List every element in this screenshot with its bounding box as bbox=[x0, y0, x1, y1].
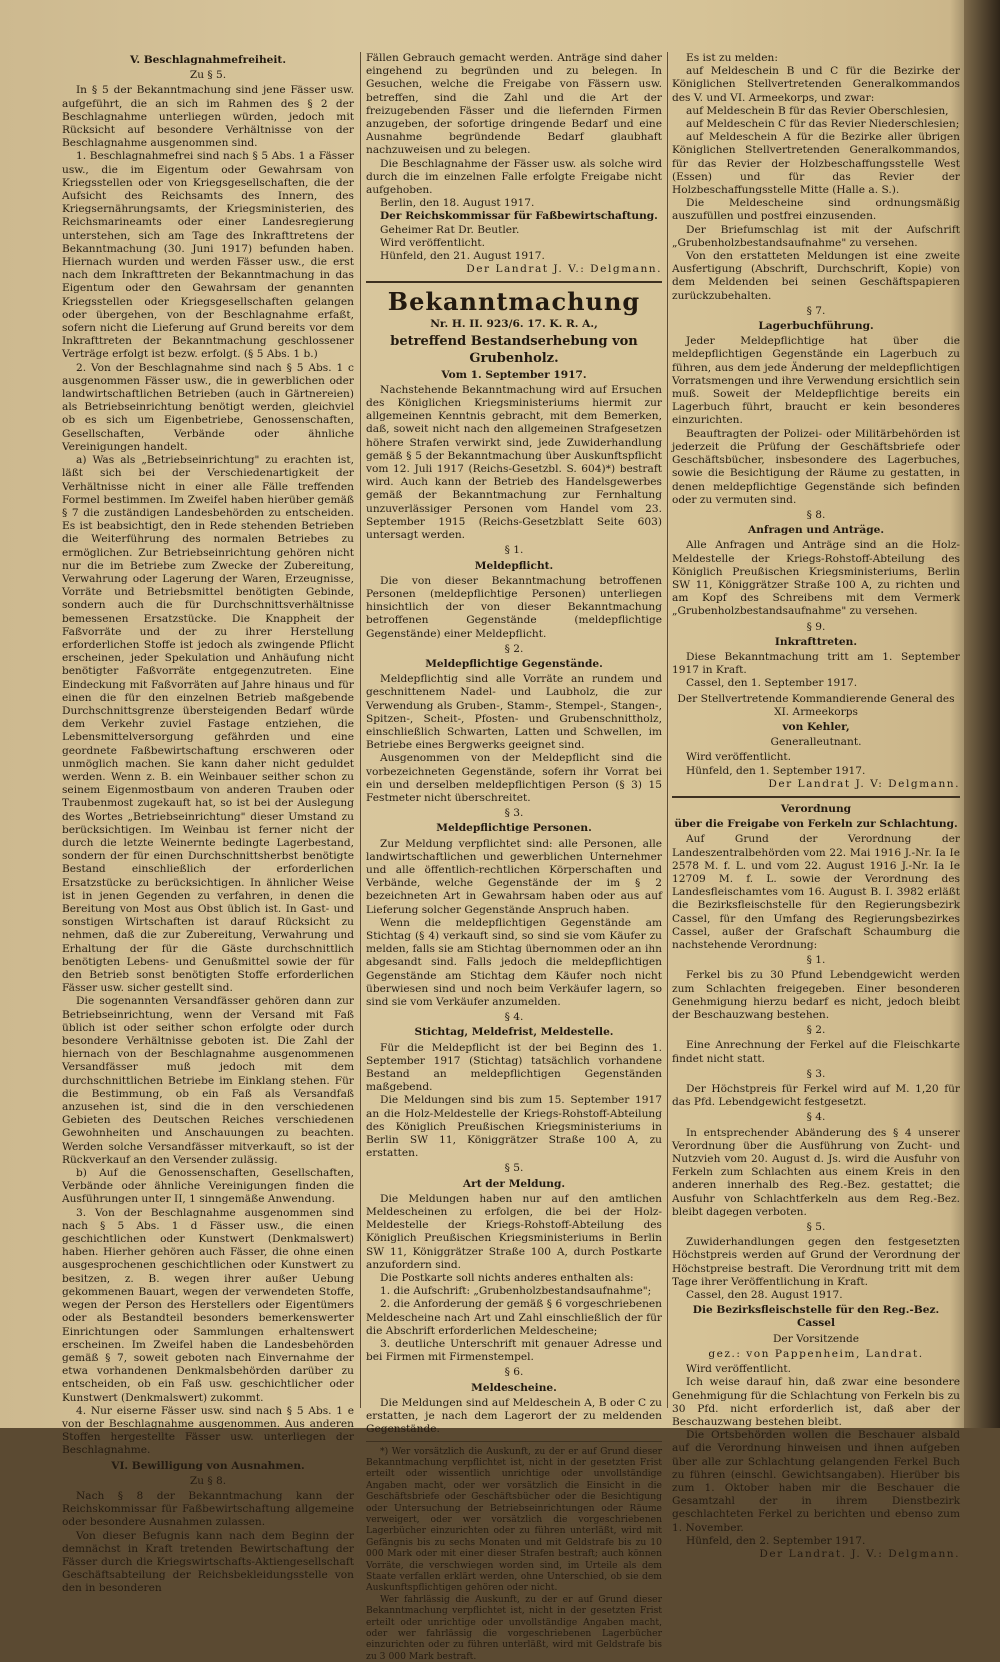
paragraph-ref: § 5. bbox=[504, 1162, 524, 1175]
date-line: Cassel, den 28. August 1917. bbox=[686, 1289, 843, 1302]
body-text: Es ist zu melden: bbox=[686, 52, 778, 64]
section-heading: Meldepflicht. bbox=[474, 559, 554, 572]
body-text: 2. Von der Beschlagnahme sind nach § 5 Abs. 1 c ausgenommen Fässer usw., die in gewerblichen oder landwirtschaftlichen Betrieben (auch in Gärtnereien) als Betriebseinrichtung benötigt werden, gleichviel ob es sich um Eigenbetriebe, Genossenschaften, Gesellschaften, Verbände oder ähnliche Vereinigungen handelt. bbox=[62, 361, 354, 453]
paragraph-ref: § 7. bbox=[806, 304, 826, 317]
body-text: Nach § 8 der Bekanntmachung kann der Reichskommissar für Faßbewirtschaftung allgemeine oder besondere Ausnahmen zulassen. bbox=[62, 1489, 354, 1529]
body-text: Die Meldungen haben nur auf den amtlichen Meldescheinen zu erfolgen, die bei der Holz-Meldestelle der Kriegs-Rohstoff-Abteilung des Königlich Preußischen Kriegsministeriums in Berlin SW 11, Königgrätzer Straße 100 A, durch Postkarte anzufordern sind. bbox=[366, 1192, 662, 1271]
body-text: Ich weise darauf hin, daß zwar eine besondere Genehmigung für die Schlachtung von Ferkeln bis zu 30 Pfd. nicht erforderlich ist, daß aber der Beschauzwang bestehen bleibt. bbox=[672, 1376, 960, 1428]
body-text: Beauftragten der Polizei- oder Militärbehörden ist jederzeit die Prüfung der Geschäftsbriefe oder Geschäftsbücher, insbesondere des Lagerbuches, sowie die Besichtigung der Räume zu gestatten, in denen meldepflichtige Gegenstände sich befinden oder zu vermuten sind. bbox=[672, 427, 960, 506]
paragraph-ref: § 3. bbox=[806, 1067, 826, 1080]
publication-note: Wird veröffentlicht. bbox=[686, 751, 792, 764]
paragraph-ref: § 2. bbox=[504, 642, 524, 655]
body-text: Der Höchstpreis für Ferkel wird auf M. 1,20 für das Pfd. Lebendgewicht festgesetzt. bbox=[672, 1083, 960, 1109]
body-text: Nachstehende Bekanntmachung wird auf Ersuchen des Königlichen Kriegsministeriums hiermit zur allgemeinen Kenntnis gebracht, mit dem Bemerken, daß, soweit nicht nach den allgemeinen Strafgesetzen höhere Strafen verwirkt sind, jede Zuwiderhandlung gemäß § 5 der Bekanntmachung über Auskunftspflicht vom 12. Juli 1917 (Reichs-Gesetzbl. S. 604)*) bestraft wird. Auch kann der Betrieb des Handelsgewerbes gemäß der Bekanntmachung zur Fernhaltung unzuverlässiger Personen vom Handel vom 23. September 1915 (Reichs-Gesetzblatt Seite 603) untersagt werden. bbox=[366, 383, 662, 542]
signature-office: Die Bezirksfleischstelle für den Reg.-Bez. Cassel bbox=[692, 1304, 940, 1330]
body-text: Die Meldungen sind bis zum 15. September 1917 an die Holz-Meldestelle der Kriegs-Rohstoff-Abteilung des Königlich Preußischen Kriegsministeriums in Berlin SW 11, Königgrätzer Straße 100 A, zu erstatten. bbox=[366, 1094, 662, 1160]
signature-landrat: Der Landrat J. V: Delgmann. bbox=[768, 777, 960, 790]
notice-date: Vom 1. September 1917. bbox=[441, 368, 587, 381]
body-text: Die von dieser Bekanntmachung betroffenen Personen (meldepflichtige Personen) unterliegen hinsichtlich der von dieser Bekanntmachung betroffenen Gegenstände (meldepflichtige Gegenstände) einer Meldepflicht. bbox=[366, 574, 662, 640]
section-heading: Inkrafttreten. bbox=[774, 635, 858, 648]
footnote-divider bbox=[366, 1441, 662, 1442]
paragraph-ref: § 9. bbox=[806, 620, 826, 633]
body-text: Die Meldungen sind auf Meldeschein A, B oder C zu erstatten, je nach dem Lagerort der zu meldenden Gegenstände. bbox=[366, 1396, 662, 1436]
body-text: Eine Anrechnung der Ferkel auf die Fleischkarte findet nicht statt. bbox=[672, 1039, 960, 1065]
body-text: Jeder Meldepflichtige hat über die meldepflichtigen Gegenstände ein Lagerbuch zu führen, aus dem jede Änderung der meldepflichtigen Vorratsmengen und ihre Verwendung ersichtlich sein muß. Soweit der Meldepflichtige bereits ein Lagerbuch führt, braucht er kein besonderes einzurichten. bbox=[672, 335, 960, 427]
paragraph-ref: § 4. bbox=[806, 1111, 826, 1124]
body-text: Meldepflichtig sind alle Vorräte an rundem und geschnittenem Nadel- und Laubholz, die zur Verwendung als Gruben-, Stamm-, Stempel-, Stangen-, Spitzen-, Scheit-, Pfosten- und Grubenschnittholz, einschließlich Schwarten, Latten und Schwellen, im Betriebe eines Bergwerks geeignet sind. bbox=[366, 673, 662, 752]
body-text: auf Meldeschein A für die Bezirke aller übrigen Königlichen Stellvertretenden Generalkommandos, für das Revier der Holzbeschaffungsstelle West (Essen) und für das Revier der Holzbeschaffungsstelle Mitte (Halle a. S.). bbox=[672, 131, 960, 197]
signature-rank: Generalleutnant. bbox=[770, 736, 862, 749]
paragraph-ref: § 2. bbox=[806, 1024, 826, 1037]
body-text: Die Postkarte soll nichts anderes enthalten als: bbox=[380, 1272, 634, 1285]
column-left bbox=[62, 52, 354, 1595]
publication-note: Wird veröffentlicht. bbox=[686, 1363, 792, 1376]
paragraph-ref: § 1. bbox=[504, 544, 524, 557]
section-heading: Meldescheine. bbox=[471, 1381, 557, 1394]
body-text: Von dieser Befugnis kann nach dem Beginn der demnächst in Kraft tretenden Bewirtschaftung der Fässer durch die Kriegswirtschafts-Aktiengesellschaft Geschäftsabteilung der Reichsbekleidungsstelle von den in besonderen bbox=[62, 1529, 354, 1595]
body-text: Auf Grund der Verordnung der Landeszentralbehörden vom 22. Mai 1916 J.-Nr. Ia Ie 2578 M. f. L. und vom 22. August 1916 J.-Nr. Ia Ie 12709 M. f. L. sowie der Verordnung des Landesfleischamtes vom 16. August B. I. 3982 erläßt die Bezirksfleischstelle für den Regierungsbezirk Cassel, für den Umfang des Regierungsbezirkes Cassel, außer der Grafschaft Schaumburg die nachstehende Verordnung: bbox=[672, 833, 960, 951]
section-heading: Stichtag, Meldefrist, Meldestelle. bbox=[414, 1026, 614, 1039]
body-text: auf Meldeschein B und C für die Bezirke der Königlichen Stellvertretenden Generalkommandos des V. und VI. Armeekorps, und zwar: bbox=[672, 65, 960, 104]
column-right bbox=[672, 52, 960, 1560]
notice-title: Bekanntmachung bbox=[387, 287, 641, 317]
body-text: Für die Meldepflicht ist der bei Beginn des 1. September 1917 (Stichtag) tatsächlich vorhandene Bestand an meldepflichtigen Gegenständen maßgebend. bbox=[366, 1041, 662, 1094]
signature-name: von Kehler, bbox=[782, 720, 850, 733]
body-text: Die sogenannten Versandfässer gehören dann zur Betriebseinrichtung, wenn der Versand mit Faß üblich ist oder seither schon erfolgte oder durch besondere Verhältnisse geboten ist. Die Zahl der hiernach von der Beschlagnahme ausgenommenen Versandfässer muß jedoch mit dem durchschnittlichen Betriebe im Einklang stehen. Für die Bestimmung, ob ein Faß als Versandfaß anzusehen ist, sind die in den verschiedenen Gebieten des Deutschen Reiches verschiedenen Gewohnheiten und Anschauungen zu beachten. Werden solche Versandfässer mitverkauft, so ist der Rückverkauf an den Versender zulässig. bbox=[62, 995, 354, 1166]
notice-number: Nr. H. II. 923/6. 17. K. R. A., bbox=[430, 318, 598, 331]
body-text: a) Was als „Betriebseinrichtung" zu erachten ist, läßt sich bei der Verschiedenartigkeit der Verhältnisse nicht in einer alle Fälle treffenden Formel bestimmen. Im Zweifel haben hierüber gemäß § 7 die zuständigen Landesbehörden zu entscheiden. Es ist beabsichtigt, den in Rede stehenden Betrieben die Weiterführung des normalen Betriebes zu ermöglichen. Zur Betriebseinrichtung gehören nicht nur die im Betriebe zum Zwecke der Zubereitung, Verwahrung oder Lagerung der Waren, Erzeugnisse, Vorräte und Betriebsmittel benötigten Gebinde, sondern auch die für Durchschnittsverhältnisse bemessenen Ersatzstücke. Die Knappheit der Faßvorräte und der zu ihrer Herstellung erforderlichen Stoffe ist jedoch als zwingende Pflicht erscheinen, jeder Spekulation und Anhäufung nicht benötigter Faßvorräte entgegenzutreten. Eine Eindeckung mit Faßvorräten auf Jahre hinaus und für einen die für den einzelnen Betrieb maßgebende Durchschnittsgrenze übersteigenden Bedarf würde dem Verkehr zuviel Fastage entziehen, die Lebensmittelversorgung gefährden und eine geordnete Faßbewirtschaftung erschweren oder unmöglich machen. Sie kann daher nicht geduldet werden. Wenn z. B. ein Weinbauer seither schon zu seinem Eigenmostbaum von anderen Trauben oder Traubenmost zugekauft hat, so ist bei der Auslegung des Wortes „Betriebseinrichtung" dieser Umstand zu berücksichtigen. Im Weinbau ist ferner nicht der durch die letzte Weinernte bedingte Lagerbestand, sondern der für einen Durchschnittsherbst benötigte Bestand einschließlich der erforderlichen Ersatzstücke zu berücksichtigen. In ähnlicher Weise ist in jenen Gegenden zu verfahren, in denen die Bereitung von Most aus Obst üblich ist. In Gast- und sonstigen Wirtschaften ist darauf Rücksicht zu nehmen, daß die zur Zubereitung, Verwahrung und Erhaltung der für die Gäste durchschnittlich benötigten Lebens- und Genußmittel sowie der für den Betrieb sonst benötigten Stoffe erforderlichen Fässer usw. sicher gestellt sind. bbox=[62, 454, 354, 995]
paragraph-ref: Zu § 8. bbox=[189, 1474, 227, 1487]
divider bbox=[672, 796, 960, 798]
section-heading: Anfragen und Anträge. bbox=[747, 524, 885, 537]
body-text: Von den erstatteten Meldungen ist eine zweite Ausfertigung (Abschrift, Durchschrift, Kopie) von dem Meldenden bei seinen Geschäftspapieren zurückzubehalten. bbox=[672, 250, 960, 302]
paragraph-ref: Zu § 5. bbox=[189, 69, 227, 82]
section-heading: Meldepflichtige Gegenstände. bbox=[425, 657, 603, 670]
signature-office: Der Reichskommissar für Faßbewirtschaftung. bbox=[380, 210, 658, 223]
page-edge-shadow bbox=[964, 0, 1000, 1428]
divider bbox=[366, 281, 662, 283]
signature-role: Der Vorsitzende bbox=[772, 1332, 860, 1345]
section-heading: VI. Bewilligung von Ausnahmen. bbox=[111, 1459, 305, 1472]
paragraph-ref: § 5. bbox=[806, 1221, 826, 1234]
body-text: Ferkel bis zu 30 Pfund Lebendgewicht werden zum Schlachten freigegeben. Einer besonderen Genehmigung hierzu bedarf es nicht, jedoch bleibt der Beschauzwang bestehen. bbox=[672, 969, 960, 1022]
body-text: Ausgenommen von der Meldepflicht sind die vorbezeichneten Gegenstände, sofern ihr Vorrat bei ein und derselben meldepflichtigen Person (§ 3) 15 Festmeter nicht überschreitet. bbox=[366, 752, 662, 804]
column-rule bbox=[360, 52, 361, 1408]
body-text: 4. Nur eiserne Fässer usw. sind nach § 5 Abs. 1 e von der Beschlagnahme ausgenommen. Aus anderen Stoffen hergestellte Fässer usw. unterliegen der Beschlagnahme. bbox=[62, 1404, 354, 1457]
body-text: Wenn die meldepflichtigen Gegenstände am Stichtag (§ 4) verkauft sind, so sind sie vom Käufer zu melden, falls sie am Stichtag übernommen oder an ihn abgesandt sind. Falls jedoch die meldepflichtigen Gegenstände am Stichtag dem Käufer noch nicht überwiesen sind und noch beim Verkäufer lagern, so sind sie vom Verkäufer anzumelden. bbox=[366, 916, 662, 1008]
signature-landrat: Der Landrat. J. V.: Delgmann. bbox=[759, 1547, 960, 1560]
signature-landrat: Der Landrat J. V.: Delgmann. bbox=[466, 263, 662, 276]
body-text: b) Auf die Genossenschaften, Gesellschaften, Verbände oder ähnliche Vereinigungen finden die Ausführungen unter II, 1 sinngemäße Anwendung. bbox=[62, 1167, 354, 1206]
paragraph-ref: § 8. bbox=[806, 508, 826, 521]
signature-name: gez.: von Pappenheim, Landrat. bbox=[708, 1347, 924, 1360]
date-line: Cassel, den 1. September 1917. bbox=[686, 677, 858, 690]
body-text: Zuwiderhandlungen gegen den festgesetzten Höchstpreis werden auf Grund der Verordnung der Höchstpreise bestraft. Die Verordnung tritt mit dem Tage ihrer Veröffentlichung in Kraft. bbox=[672, 1236, 960, 1288]
body-text: 1. Beschlagnahmefrei sind nach § 5 Abs. 1 a Fässer usw., die im Eigentum oder Gewahrsam von Kriegsstellen oder von Kriegsgesellschaften, die der Aufsicht des Reichsamts des Innern, des Kriegsernährungsamts, der Kriegsministerien, des Reichsmarineamts oder einer Landesregierung unterstehen, sich am Tage des Inkrafttretens der Bekanntmachung (30. Juni 1917) befunden haben. Hiernach wurden und werden Fässer usw., die erst nach dem Inkrafttreten der Bekanntmachung in das Eigentum oder den Gewahrsam der genannten Kriegsstellen oder Kriegsgesellschaften gelangen oder übergehen, von der Beschlagnahme erfaßt, sofern nicht die Lieferung auf Grund bereits vor dem Inkrafttreten der Bekanntmachung geschlossener Verträge erfolgt ist bezw. erfolgt. (§ 5 Abs. 1 b.) bbox=[62, 150, 354, 361]
paragraph-ref: § 1. bbox=[806, 954, 826, 967]
body-text: In § 5 der Bekanntmachung sind jene Fässer usw. aufgeführt, die an sich im Rahmen des § 2 der Beschlagnahme unterliegen würden, jedoch mit Rücksicht auf besondere Verhältnisse von der Beschlagnahme ausgenommen sind. bbox=[62, 84, 354, 150]
body-text: Fällen Gebrauch gemacht werden. Anträge sind daher eingehend zu begründen und zu belegen. In Gesuchen, welche die Freigabe von Fässern usw. betreffen, sind die Zahl und die Art der freizugebenden Fässer und die liefernden Firmen anzugeben, der sofortige dringende Bedarf und eine Ausnahme begründende Bedarf glaubhaft nachzuweisen und zu belegen. bbox=[366, 52, 662, 157]
section-heading: Meldepflichtige Personen. bbox=[436, 822, 592, 835]
notice-subtitle: über die Freigabe von Ferkeln zur Schlachtung. bbox=[674, 818, 958, 831]
body-text: auf Meldeschein B für das Revier Oberschlesien, bbox=[686, 104, 949, 117]
body-text: Diese Bekanntmachung tritt am 1. September 1917 in Kraft. bbox=[672, 650, 960, 677]
column-middle bbox=[366, 52, 662, 1662]
body-text: Der Briefumschlag ist mit der Aufschrift „Grubenholzbestandsaufnahme" zu versehen. bbox=[672, 223, 960, 249]
footnote: *) Wer vorsätzlich die Auskunft, zu der er auf Grund dieser Bekanntmachung verpflichtet ist, nicht in der gesetzten Frist erteilt oder wissentlich unrichtige oder unvollständige Angaben macht, oder wer vorsätzlich die Einsicht in die Geschäftsbriefe oder Geschäftsbücher oder die Besichtigung oder Untersuchung der Betriebseinrichtungen oder Räume verweigert, oder wer vorsätzlich die vorgeschriebenen Lagerbücher einzurichten oder zu führen unterläßt, wird mit Gefängnis bis zu sechs Monaten und mit Geldstrafe bis zu 10 000 Mark oder mit einer dieser Strafen bestraft; auch können Vorräte, die verschwiegen worden sind, im Urteile als dem Staate verfallen erklärt werden, ohne Unterschied, ob sie dem Auskunftspflichtigen gehören oder nicht. bbox=[366, 1445, 662, 1594]
date-line: Berlin, den 18. August 1917. bbox=[380, 197, 535, 210]
notice-title: Verordnung bbox=[780, 802, 852, 815]
body-text: Alle Anfragen und Anträge sind an die Holz-Meldestelle der Kriegs-Rohstoff-Abteilung des Königlich Preußischen Kriegsministeriums, Berlin SW 11, Königgrätzer Straße 100 A, zu richten und am Kopf des Schreibens mit dem Vermerk „Grubenholzbestandsaufnahme" zu versehen. bbox=[672, 539, 960, 618]
notice-subtitle: betreffend Bestandserhebung von bbox=[390, 333, 638, 349]
publication-note: Wird veröffentlicht. bbox=[380, 236, 486, 249]
date-line: Hünfeld, den 2. September 1917. bbox=[686, 1534, 866, 1547]
body-text: Die Meldescheine sind ordnungsmäßig auszufüllen und postfrei einzusenden. bbox=[672, 197, 960, 223]
list-item: 1. die Aufschrift: „Grubenholzbestandsaufnahme"; bbox=[380, 1285, 652, 1298]
date-line: Hünfeld, den 21. August 1917. bbox=[380, 250, 545, 263]
section-heading: Lagerbuchführung. bbox=[758, 320, 874, 333]
body-text: auf Meldeschein C für das Revier Niederschlesien; bbox=[686, 118, 960, 131]
list-item: 3. deutliche Unterschrift mit genauer Adresse und bei Firmen mit Firmenstempel. bbox=[366, 1338, 662, 1364]
body-text: In entsprechender Abänderung des § 4 unserer Verordnung über die Ausführung von Zucht- und Nutzvieh vom 20. August d. Js. wird die Ausfuhr von Ferkeln zum Schlachten aus einem Kreis in den anderen innerhalb des Reg.-Bez. gestattet; die Ausfuhr von Schlachtferkeln aus dem Reg.-Bez. bleibt dagegen verboten. bbox=[672, 1126, 960, 1218]
signature-office: Der Stellvertretende Kommandierende General des XI. Armeekorps bbox=[677, 692, 955, 718]
body-text: Die Ortsbehörden wollen die Beschauer alsbald auf die Verordnung hinweisen und ihnen aufgeben über alle zur Schlachtung gelangenden Ferkel Buch zu führen (einschl. Gewichtsangaben). Hierüber bis zum 1. Oktober haben mir die Beschauer die Gesamtzahl der in ihrem Dienstbezirk geschlachteten Ferkel zu berichten und ebenso zum 1. November. bbox=[672, 1429, 960, 1534]
paragraph-ref: § 6. bbox=[504, 1366, 524, 1379]
list-item: 2. die Anforderung der gemäß § 6 vorgeschriebenen Meldescheine nach Art und Zahl einschließlich der für die Abschrift erforderlichen Meldescheine; bbox=[366, 1298, 662, 1337]
notice-subtitle: Grubenholz. bbox=[469, 350, 559, 366]
signature-name: Geheimer Rat Dr. Beutler. bbox=[380, 223, 520, 236]
column-rule bbox=[667, 52, 668, 1408]
section-heading: V. Beschlagnahmefreiheit. bbox=[129, 54, 287, 66]
body-text: Zur Meldung verpflichtet sind: alle Personen, alle landwirtschaftlichen und gewerblichen Unternehmer und alle öffentlich-rechtlichen Körperschaften und Verbände, welche Gegenstände der im § 2 bezeichneten Art in Gewahrsam haben oder aus auf Lieferung solcher Gegenstände Anspruch haben. bbox=[366, 837, 662, 916]
body-text: 3. Von der Beschlagnahme ausgenommen sind nach § 5 Abs. 1 d Fässer usw., die einen geschichtlichen oder Kunstwert (Denkmalswert) haben. Hierher gehören auch Fässer, die ohne einen ausgesprochenen geschichtlichen oder Kunstwert zu besitzen, z. B. wegen ihrer außer Uebung gekommenen Bauart, wegen der verwendeten Stoffe, wegen der Person des Herstellers oder Eigentümers oder als Bestandteil besonders bemerkenswerter Einrichtungen oder Sammlungen erhaltenswert erscheinen. Im Zweifel haben die Landesbehörden gemäß § 7, soweit geboten nach Einvernahme der etwa vorhandenen Denkmalsbehörden darüber zu entscheiden, ob ein Faß usw. geschichtlicher oder Kunstwert (Denkmalswert) zukommt. bbox=[62, 1206, 354, 1404]
paragraph-ref: § 4. bbox=[504, 1011, 524, 1024]
paragraph-ref: § 3. bbox=[504, 807, 524, 820]
footnote: Wer fahrlässig die Auskunft, zu der er auf Grund dieser Bekanntmachung verpflichtet ist, nicht in der gesetzten Frist erteilt oder unrichtige oder unvollständige Angaben macht, oder wer fahrlässig die vorgeschriebenen Lagerbücher einzurichten oder zu führen unterläßt, wird mit Geldstrafe bis zu 3 000 Mark bestraft. bbox=[366, 1593, 662, 1662]
date-line: Hünfeld, den 1. September 1917. bbox=[686, 764, 866, 777]
section-heading: Art der Meldung. bbox=[462, 1177, 566, 1190]
body-text: Die Beschlagnahme der Fässer usw. als solche wird durch die im einzelnen Falle erfolgte Freigabe nicht aufgehoben. bbox=[366, 157, 662, 197]
